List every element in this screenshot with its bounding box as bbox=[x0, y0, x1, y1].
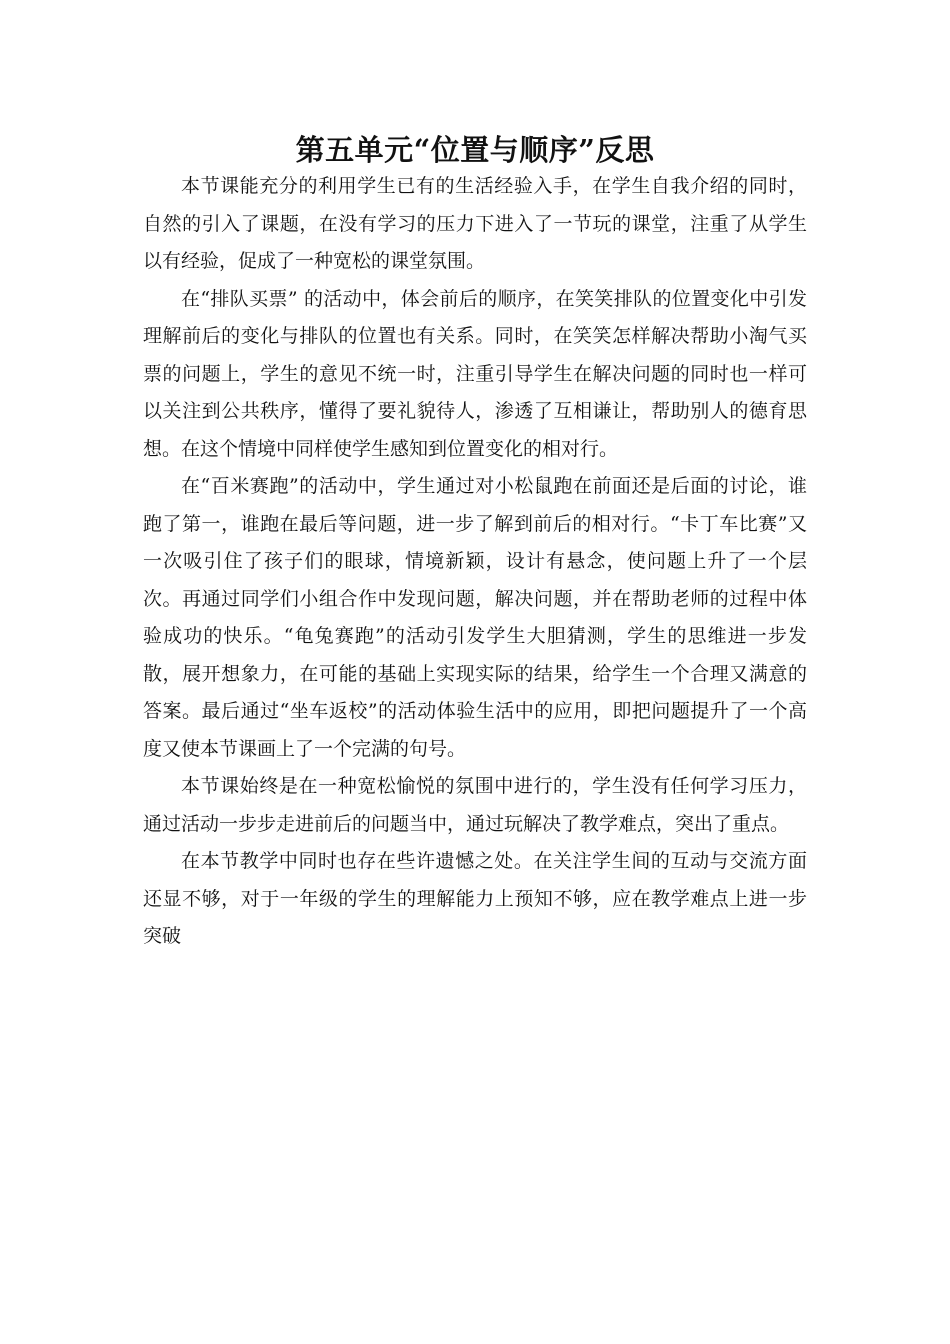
paragraph: 在本节教学中同时也存在些许遗憾之处。在关注学生间的互动与交流方面还显不够，对于一年级的学生的理解能力上预知不够，应在教学难点上进一步突破 bbox=[143, 850, 807, 947]
document-title: 第五单元“位置与顺序”反思 bbox=[295, 133, 655, 167]
paragraph: 本节课始终是在一种宽松愉悦的氛围中进行的，学生没有任何学习压力，通过活动一步步走进前后的问题当中，通过玩解决了教学难点，突出了重点。 bbox=[143, 775, 807, 835]
paragraph: 在“排队买票” 的活动中，体会前后的顺序，在笑笑排队的位置变化中引发理解前后的变化与排队的位置也有关系。同时，在笑笑怎样解决帮助小淘气买票的问题上，学生的意见不统一时，注重引导学生在解决问题的同时也一样可以关注到公共秩序，懂得了要礼貌待人，渗透了互相谦让，帮助别人的德育思想。在这个情境中同样使学生感知到位置变化的相对行。 bbox=[143, 287, 807, 460]
paragraph: 在“百米赛跑”的活动中，学生通过对小松鼠跑在前面还是后面的讨论，谁跑了第一，谁跑在最后等问题，进一步了解到前后的相对行。“卡丁车比赛”又一次吸引住了孩子们的眼球，情境新颖，设计有悬念，使问题上升了一个层次。再通过同学们小组合作中发现问题，解决问题，并在帮助老师的过程中体验成功的快乐。“龟兔赛跑”的活动引发学生大胆猜测，学生的思维进一步发散，展开想象力，在可能的基础上实现实际的结果，给学生一个合理又满意的答案。最后通过“坐车返校”的活动体验生活中的应用，即把问题提升了一个高度又使本节课画上了一个完满的句号。 bbox=[143, 475, 807, 760]
paragraph: 本节课能充分的利用学生已有的生活经验入手，在学生自我介绍的同时，自然的引入了课题，在没有学习的压力下进入了一节玩的课堂，注重了从学生以有经验，促成了一种宽松的课堂氛围。 bbox=[143, 175, 807, 272]
document-body bbox=[143, 168, 807, 956]
